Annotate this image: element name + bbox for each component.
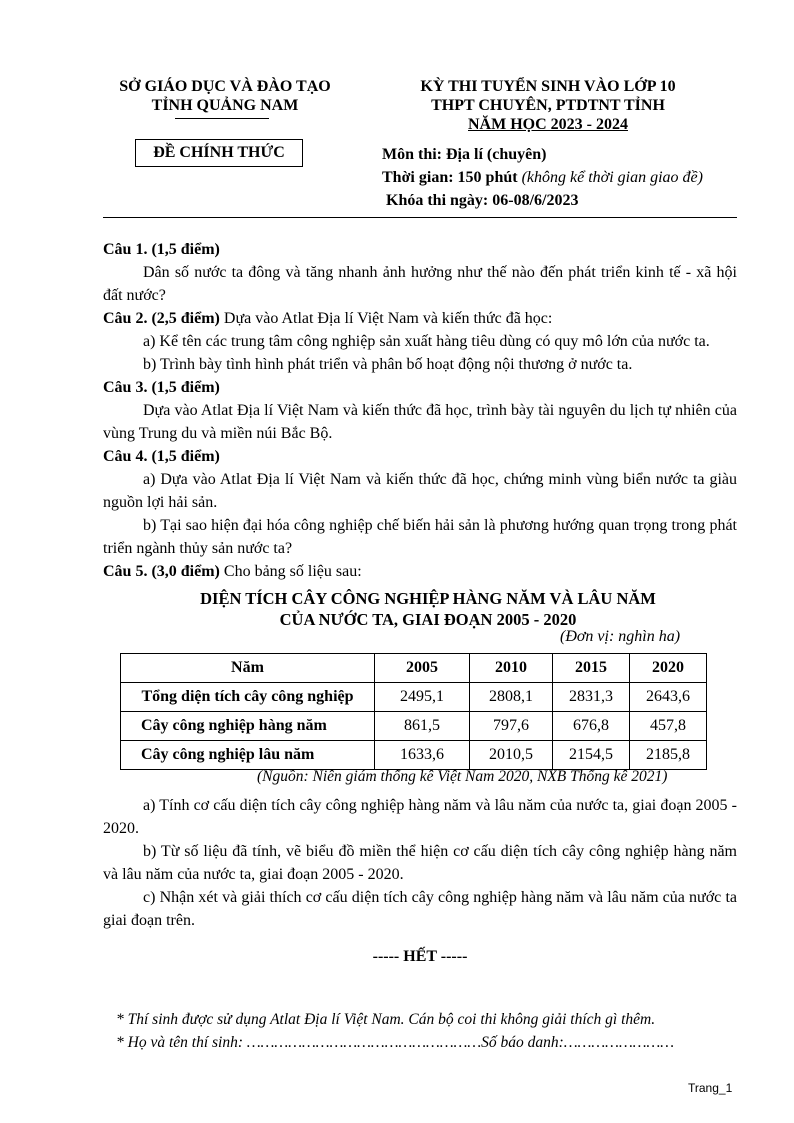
question-3-heading: Câu 3. (1,5 điểm) (103, 379, 220, 396)
questions-block (103, 238, 737, 583)
table-cell: 676,8 (553, 712, 630, 741)
table-cell: 2495,1 (375, 683, 470, 712)
header-underline (175, 118, 269, 119)
question-5 (103, 560, 737, 583)
exam-date: Khóa thi ngày: 06-08/6/2023 (386, 192, 579, 209)
table-cell: 797,6 (470, 712, 553, 741)
official-label: ĐỀ CHÍNH THỨC (135, 139, 303, 167)
department-name: SỞ GIÁO DỤC VÀ ĐÀO TẠO (119, 78, 331, 95)
table-title (103, 588, 753, 630)
question-4b: b) Tại sao hiện đại hóa công nghiệp chế biến hải sản là phương hướng quan trọng trong phát triển ngành thủy sản nước ta? (103, 517, 737, 557)
department-header (100, 77, 350, 115)
table-row-label: Tổng diện tích cây công nghiệp (121, 683, 375, 712)
question-4a: a) Dựa vào Atlat Địa lí Việt Nam và kiến thức đã học, chứng minh vùng biển nước ta giàu nguồn lợi hải sản. (103, 471, 737, 511)
table-header-year: Năm (121, 654, 375, 683)
table-unit: (Đơn vị: nghìn ha) (560, 628, 681, 645)
table-cell: 457,8 (630, 712, 707, 741)
question-2-intro: Dựa vào Atlat Địa lí Việt Nam và kiến thức đã học: (219, 310, 553, 327)
end-marker: ----- HẾT ----- (372, 948, 468, 965)
table-cell: 2010,5 (470, 741, 553, 770)
exam-subject: Môn thi: Địa lí (chuyên) (382, 146, 547, 163)
table-row (121, 741, 707, 770)
table-cell: 2831,3 (553, 683, 630, 712)
question-5a: a) Tính cơ cấu diện tích cây công nghiệp hàng năm và lâu năm của nước ta, giai đoạn 2005 - 2020. (103, 797, 737, 837)
table-row (121, 712, 707, 741)
question-2 (103, 307, 737, 330)
table-title-line2: CỦA NƯỚC TA, GIAI ĐOẠN 2005 - 2020 (279, 610, 577, 629)
table-header-2005: 2005 (375, 654, 470, 683)
exam-time-row (382, 166, 762, 189)
exam-time: Thời gian: 150 phút (382, 169, 518, 186)
table-header-2015: 2015 (553, 654, 630, 683)
table-header-row (121, 654, 707, 683)
table-header-2020: 2020 (630, 654, 707, 683)
footer-note-atlas: * Thí sinh được sử dụng Atlat Địa lí Việt Nam. Cán bộ coi thi không giải thích gì thêm. (116, 1011, 656, 1028)
table-cell: 1633,6 (375, 741, 470, 770)
question-2-heading: Câu 2. (2,5 điểm) (103, 310, 220, 327)
question-4-heading: Câu 4. (1,5 điểm) (103, 448, 220, 465)
exam-info (382, 143, 762, 212)
question-2a: a) Kể tên các trung tâm công nghiệp sản xuất hàng tiêu dùng có quy mô lớn của nước ta. (143, 333, 710, 350)
table-cell: 861,5 (375, 712, 470, 741)
exam-title-line1: KỲ THI TUYỂN SINH VÀO LỚP 10 (420, 78, 676, 95)
question-5-heading: Câu 5. (3,0 điểm) (103, 563, 220, 580)
exam-header (383, 77, 713, 134)
question-1-heading: Câu 1. (1,5 điểm) (103, 241, 220, 258)
exam-title-line2: THPT CHUYÊN, PTDTNT TỈNH (431, 97, 665, 114)
page-number: Trang_1 (688, 1081, 733, 1095)
question-2b: b) Trình bày tình hình phát triển và phân bố hoạt động nội thương ở nước ta. (143, 356, 633, 373)
question-1-text: Dân số nước ta đông và tăng nhanh ảnh hưởng như thế nào đến phát triển kinh tế - xã hội đất nước? (103, 264, 737, 304)
question-5-intro: Cho bảng số liệu sau: (219, 563, 362, 580)
table-cell: 2808,1 (470, 683, 553, 712)
data-table (120, 653, 707, 770)
question-5c: c) Nhận xét và giải thích cơ cấu diện tích cây công nghiệp hàng năm và lâu năm của nước ta giai đoạn trên. (103, 889, 737, 929)
province-name: TỈNH QUẢNG NAM (151, 97, 299, 114)
table-title-line1: DIỆN TÍCH CÂY CÔNG NGHIỆP HÀNG NĂM VÀ LÂU NĂM (200, 589, 656, 608)
table-cell: 2154,5 (553, 741, 630, 770)
question-5-parts (103, 794, 737, 932)
table-cell: 2643,6 (630, 683, 707, 712)
table-source: (Nguồn: Niên giám thống kê Việt Nam 2020, NXB Thống kê 2021) (257, 768, 668, 785)
footer-note-candidate: * Họ và tên thí sinh: ……………………………………………Số báo danh:…………………… (116, 1034, 675, 1051)
header-divider (103, 217, 737, 218)
table-row (121, 683, 707, 712)
question-5b: b) Từ số liệu đã tính, vẽ biểu đồ miền thể hiện cơ cấu diện tích cây công nghiệp hàng năm và lâu năm của nước ta, giai đoạn 2005 - 2020. (103, 843, 737, 883)
exam-school-year: NĂM HỌC 2023 - 2024 (468, 116, 628, 133)
question-3-text: Dựa vào Atlat Địa lí Việt Nam và kiến thức đã học, trình bày tài nguyên du lịch tự nhiên của vùng Trung du và miền núi Bắc Bộ. (103, 402, 737, 442)
exam-time-note: (không kể thời gian giao đề) (521, 169, 703, 186)
table-cell: 2185,8 (630, 741, 707, 770)
table-row-label: Cây công nghiệp hàng năm (121, 712, 375, 741)
table-row-label: Cây công nghiệp lâu năm (121, 741, 375, 770)
table-header-2010: 2010 (470, 654, 553, 683)
